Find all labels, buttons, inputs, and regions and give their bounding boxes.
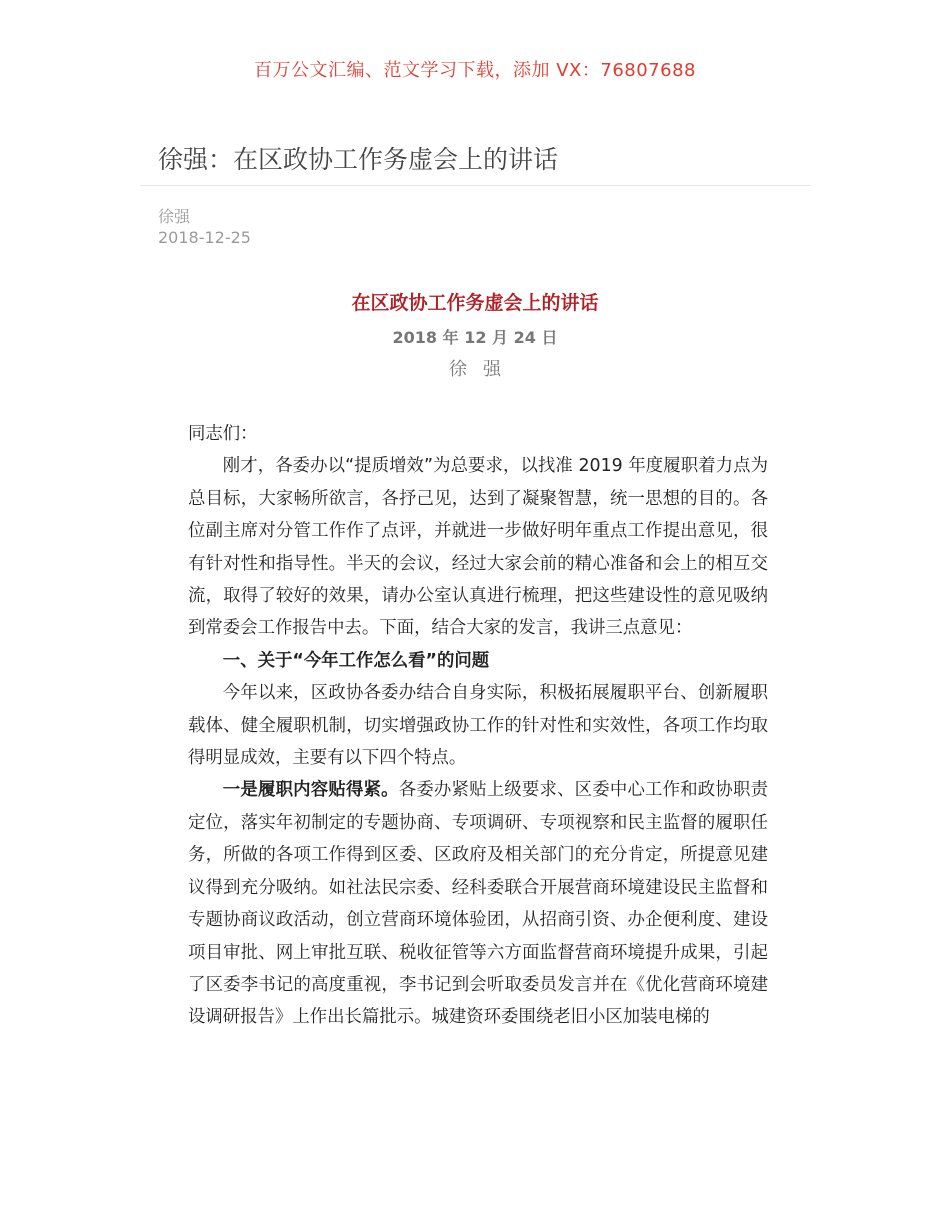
salutation: 同志们： (188, 424, 258, 444)
document-author: 徐强 (449, 359, 517, 380)
meta-author: 徐强 (158, 207, 191, 226)
document-date: 2018 年 12 月 24 日 (392, 328, 558, 347)
point-one-text: 各委办紧贴上级要求、区委中心工作和政协职责定位，落实年初制定的专题协商、专项调研、专项视察和民主监督的履职任务，所做的各项工作得到区委、区政府及相关部门的充分肯定，所提意见建议得到充分吸纳。如社法民宗委、经科委联合开展营商环境建设民主监督和专题协商议政活动，创立营商环境体验团，从招商引资、办企便利度、建设项目审批、网上审批互联、税收征管等六方面监督营商环境提升成果，引起了区委李书记的高度重视，李书记到会听取委员发言并在《优化营商环境建设调研报告》上作出长篇批示。城建资环委围绕老旧小区加装电梯的 (188, 780, 768, 1028)
section-heading: 一、关于“今年工作怎么看”的问题 (222, 650, 490, 671)
promo-banner: 百万公文汇编、范文学习下载，添加 VX：76807688 (254, 60, 696, 81)
paragraph-section: 今年以来，区政协各委办结合自身实际，积极拓展履职平台、创新履职载体、健全履职机制，切实增强政协工作的针对性和实效性，各项工作均取得明显成效，主要有以下四个特点。 (188, 683, 768, 769)
document-body (188, 418, 768, 1034)
meta-date: 2018-12-25 (158, 228, 251, 247)
document-title: 在区政协工作务虚会上的讲话 (351, 292, 599, 314)
paragraph-intro: 刚才，各委办以“提质增效”为总要求，以找准 2019 年度履职着力点为总目标，大家畅所欲言，各抒己见，达到了凝聚智慧，统一思想的目的。各位副主席对分管工作作了点评，并就进一步做好明年重点工作提出意见，很有针对性和指导性。半天的会议，经过大家会前的精心准备和会上的相互交流，取得了较好的效果，请办公室认真进行梳理，把这些建设性的意见吸纳到常委会工作报告中去。下面，结合大家的发言，我讲三点意见： (188, 456, 768, 639)
title-divider (140, 185, 810, 186)
paragraph-point-one (188, 774, 768, 1033)
page-title: 徐强：在区政协工作务虚会上的讲话 (158, 145, 559, 174)
point-one-lead: 一是履职内容贴得紧。 (222, 780, 399, 801)
